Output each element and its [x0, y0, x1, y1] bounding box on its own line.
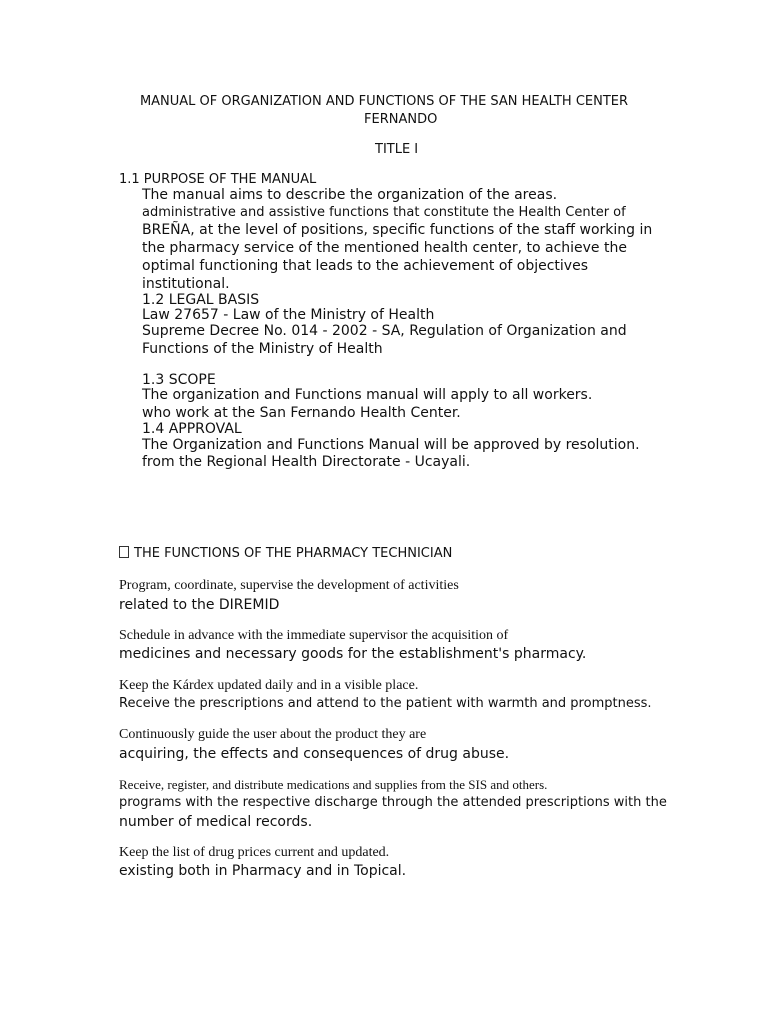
function-item-line: existing both in Pharmacy and in Topical. — [119, 863, 407, 879]
bullet-box-icon — [119, 546, 129, 558]
section-1-1-line: the pharmacy service of the mentioned health center, to achieve the — [142, 240, 627, 256]
section-1-4-line: The Organization and Functions Manual will be approved by resolution. — [142, 437, 640, 453]
section-1-1-line: administrative and assistive functions that constitute the Health Center of — [142, 205, 626, 220]
title-section: TITLE I — [375, 142, 419, 157]
functions-heading — [119, 546, 452, 561]
section-1-2-line: Law 27657 - Law of the Ministry of Health — [142, 307, 435, 323]
function-item-line: acquiring, the effects and consequences of drug abuse. — [119, 746, 510, 762]
function-item-line: Receive the prescriptions and attend to the patient with warmth and promptness. — [119, 696, 652, 711]
function-item-line: related to the DIREMID — [119, 597, 280, 613]
section-1-4-line: from the Regional Health Directorate - Ucayali. — [142, 454, 471, 470]
section-1-1-line: The manual aims to describe the organization of the areas. — [142, 187, 558, 203]
section-1-2-line: Supreme Decree No. 014 - 2002 - SA, Regulation of Organization and — [142, 323, 627, 339]
section-1-2-heading: 1.2 LEGAL BASIS — [142, 292, 260, 308]
function-item-line: Schedule in advance with the immediate supervisor the acquisition of — [119, 628, 509, 643]
doc-title-line-1: MANUAL OF ORGANIZATION AND FUNCTIONS OF THE SAN HEALTH CENTER — [139, 94, 629, 109]
section-1-3-heading: 1.3 SCOPE — [142, 372, 216, 388]
function-item-line: programs with the respective discharge through the attended prescriptions with the — [119, 795, 667, 810]
function-item-line: Keep the list of drug prices current and updated. — [119, 845, 390, 860]
section-1-1-heading: 1.1 PURPOSE OF THE MANUAL — [119, 172, 317, 187]
section-1-1-line: institutional. — [142, 276, 230, 292]
section-1-3-line: The organization and Functions manual will apply to all workers. — [142, 387, 593, 403]
function-item-line: Keep the Kárdex updated daily and in a visible place. — [119, 678, 419, 693]
function-item-line: medicines and necessary goods for the establishment's pharmacy. — [119, 646, 587, 662]
section-1-1-line: optimal functioning that leads to the achievement of objectives — [142, 258, 588, 274]
function-item-line: Continuously guide the user about the product they are — [119, 727, 427, 742]
function-item-line: number of medical records. — [119, 814, 313, 830]
function-item-line: Receive, register, and distribute medications and supplies from the SIS and others. — [119, 777, 548, 792]
section-1-3-line: who work at the San Fernando Health Center. — [142, 405, 461, 421]
section-1-4-heading: 1.4 APPROVAL — [142, 421, 242, 437]
section-1-1-line: BREÑA, at the level of positions, specific functions of the staff working in — [142, 222, 653, 238]
functions-heading-text: THE FUNCTIONS OF THE PHARMACY TECHNICIAN — [134, 546, 453, 561]
doc-title-line-2: FERNANDO — [364, 112, 438, 127]
section-1-2-line: Functions of the Ministry of Health — [142, 341, 383, 357]
function-item-line: Program, coordinate, supervise the development of activities — [119, 578, 459, 593]
